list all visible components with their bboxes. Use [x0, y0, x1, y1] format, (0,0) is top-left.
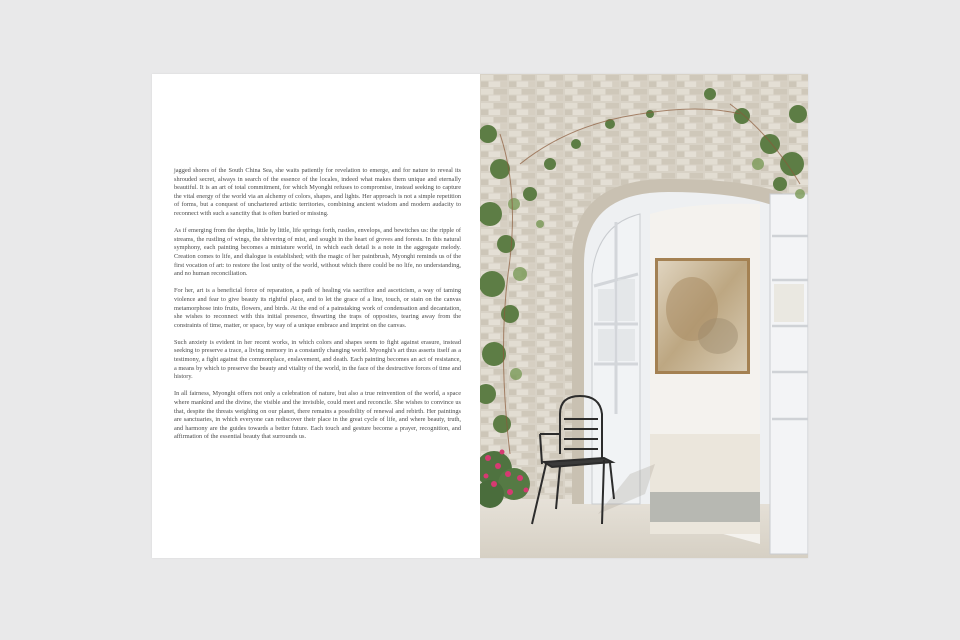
- interior-rug: [650, 492, 760, 522]
- right-door-leaf: [770, 194, 808, 554]
- paragraph: For her, art is a beneficial force of reparation, a path of healing via sacrifice and asceticism, a way of taming violence and fear to give beauty its rightful place, and to let the grace of a line, touch, or stain on the canvas metamorphose into fruits, flowers, and birds. At the end of a painstaking work of condensation and decantation, she wishes to reconnect with this initial presence, thwarting the traps of opposites, tearing away from the constraints of time, matter, or space, by way of a unique embrace and imprint on the canvas.: [174, 287, 461, 329]
- body-text-column: [174, 167, 461, 451]
- paragraph: Such anxiety is evident in her recent works, in which colors and shapes seem to fight against erasure, instead seeking to preserve a trace, a living memory in a constantly changing world. Myonghi's art thus asserts itself as a testimony, a fight against the commonplace, enslavement, and death. Each painting becomes an act of resistance, a means by which to preserve the beauty and vitality of the world, in the face of the destructive forces of time and history.: [174, 338, 461, 381]
- paragraph: jagged shores of the South China Sea, she waits patiently for revelation to emerge, and for nature to reveal its shrouded secret, always in search of the essence of the locales, indeed what makes them unique and eternally beautiful. It is an art of total commitment, for which Myonghi refuses to compromise, instead seeking to capture the vital energy of the world via an alchemy of colors, shapes, and lights. Her approach is not a simple repetition of forms, but a conquest of unchartered artistic territories, combining ancient wisdom and modern audacity to reconnect with such a sanctity that is often buried or missing.: [174, 167, 461, 217]
- book-spread: [152, 74, 808, 558]
- paragraph: As if emerging from the depths, little by little, life springs forth, rustles, envelops, and bewitches us: the ripple of streams, the rustling of wings, the shivering of mist, and sought in the heart of groves and forests. In this natural symphony, each painting becomes a miniature world, in which each detail is a note in the aggregate melody. Creation comes to life, and dialogue is established; with the magic of her paintbrush, Myonghi reminds us of the first vocation of art: to restore the lost unity of the world, without which there could be no life, no understanding, and no human reconciliation.: [174, 227, 461, 278]
- left-page: [152, 74, 480, 558]
- right-page-photo: [480, 74, 808, 558]
- doorway-photo: [480, 74, 808, 558]
- paragraph: In all fairness, Myonghi offers not only a celebration of nature, but also a true reinvention of the world, a space where mankind and the divine, the visible and the invisible, could meet and reconcile. She wishes to convince us that, despite the threats weighing on our planet, there remains a possibility of renewal and rebirth. Her paintings are sanctuaries, in which everyone can rediscover their place in the great cycle of life, and where beauty, truth, and harmony are the guides towards a better future. Each touch and gesture become a prayer, recognition, and affirmation of the essential beauty that surrounds us.: [174, 390, 461, 441]
